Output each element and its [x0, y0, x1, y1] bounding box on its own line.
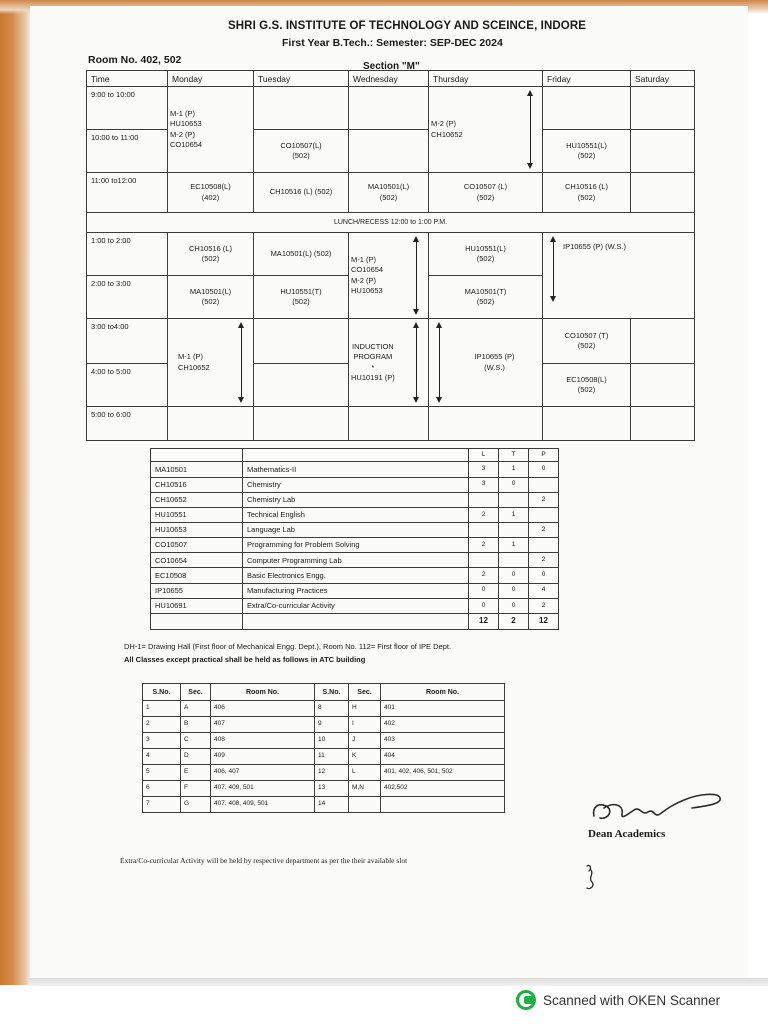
sno: 12	[315, 764, 349, 780]
sno: 5	[143, 764, 181, 780]
scanner-watermark	[516, 990, 720, 1010]
room-allocation-table	[142, 683, 504, 813]
course-name: Programming for Problem Solving	[243, 538, 469, 553]
lab-text: M-2 (P) CH10652	[431, 119, 463, 139]
course-l: 0	[469, 583, 499, 598]
sno: 11	[315, 749, 349, 765]
room-row	[143, 701, 505, 717]
empty-cell	[631, 319, 695, 364]
lunch-row	[87, 213, 695, 233]
course-name: Chemistry Lab	[243, 492, 469, 507]
course-t: 0	[499, 583, 529, 598]
lab-text: INDUCTION PROGRAM * HU10191 (P)	[351, 342, 395, 382]
timetable-header-row	[87, 71, 695, 87]
schedule-cell: EC10508(L) (502)	[543, 364, 631, 407]
blank-cell	[151, 449, 243, 462]
practical-header: P	[529, 449, 559, 462]
room: 404	[381, 749, 505, 765]
lab-text: IP10655 (P) (W.S.)	[563, 242, 626, 251]
blank-cell	[151, 613, 243, 629]
sec: K	[349, 749, 381, 765]
schedule-cell	[168, 319, 254, 407]
course-header-row	[151, 449, 559, 462]
sec-header: Sec.	[181, 684, 211, 701]
col-saturday: Saturday	[631, 71, 695, 87]
span-arrow-icon	[414, 322, 420, 403]
course-p: 2	[529, 492, 559, 507]
span-arrow-icon	[528, 90, 534, 169]
room-header-row	[143, 684, 505, 701]
empty-cell	[631, 173, 695, 213]
schedule-cell	[168, 87, 254, 173]
schedule-cell: CO10507(L) (502)	[254, 130, 349, 173]
sec: B	[181, 717, 211, 733]
course-name: Mathematics-II	[243, 462, 469, 477]
room: 402,502	[381, 780, 505, 796]
sno: 8	[315, 701, 349, 717]
room-row	[143, 717, 505, 733]
course-l: 2	[469, 507, 499, 522]
course-p: 2	[529, 522, 559, 537]
course-p: 0	[529, 568, 559, 583]
time-slot: 4:00 to 5:00	[87, 364, 168, 407]
sno: 1	[143, 701, 181, 717]
section-label: Section "M"	[363, 61, 420, 72]
empty-cell	[631, 364, 695, 407]
room-header: Room No.	[211, 684, 315, 701]
time-slot: 11:00 to12:00	[87, 173, 168, 213]
empty-cell	[543, 407, 631, 441]
sno-header: S.No.	[143, 684, 181, 701]
drawing-hall-note: DH-1= Drawing Hall (First floor of Mechanical Engg. Dept.), Room No. 112= First floor of IPE Dept.	[124, 642, 452, 651]
col-thursday: Thursday	[429, 71, 543, 87]
page-fold-shadow	[0, 0, 30, 985]
col-tuesday: Tuesday	[254, 71, 349, 87]
course-t	[499, 553, 529, 568]
course-row	[151, 583, 559, 598]
empty-cell	[168, 407, 254, 441]
course-code: IP10655	[151, 583, 243, 598]
schedule-cell: MA10501(L) (502)	[349, 173, 429, 213]
course-l: 0	[469, 598, 499, 613]
course-t: 1	[499, 507, 529, 522]
schedule-cell: CH10516 (L) (502)	[254, 173, 349, 213]
room	[381, 796, 505, 812]
dean-signature	[588, 786, 728, 830]
sec: F	[181, 780, 211, 796]
lecture-header: L	[469, 449, 499, 462]
oken-scanner-logo-icon	[516, 990, 536, 1010]
timetable-row	[87, 233, 695, 276]
room: 401	[381, 701, 505, 717]
schedule-cell: MA10501(L) (502)	[254, 233, 349, 276]
course-code: HU10653	[151, 522, 243, 537]
empty-cell	[254, 87, 349, 130]
course-t: 0	[499, 568, 529, 583]
room: 403	[381, 733, 505, 749]
schedule-cell	[543, 233, 695, 319]
room: 407, 409, 501	[211, 780, 315, 796]
lunch-label: LUNCH/RECESS 12:00 to 1:00 P.M.	[87, 213, 695, 233]
course-table	[150, 448, 558, 630]
institute-name: SHRI G.S. INSTITUTE OF TECHNOLOGY AND SCEINCE, INDORE	[228, 20, 586, 32]
course-code: HU10691	[151, 598, 243, 613]
empty-cell	[349, 130, 429, 173]
course-l	[469, 553, 499, 568]
sec: C	[181, 733, 211, 749]
sno: 14	[315, 796, 349, 812]
handwritten-initial	[582, 862, 600, 892]
schedule-cell: HU10551(T) (502)	[254, 276, 349, 319]
sec-header: Sec.	[349, 684, 381, 701]
lab-text: M-1 (P) HU10653 M-2 (P) CO10654	[170, 109, 203, 149]
lab-text: M-1 (P) CO10654 M-2 (P) HU10653	[351, 255, 384, 295]
course-name: Extra/Co-curricular Activity	[243, 598, 469, 613]
schedule-cell: HU10551(L) (502)	[543, 130, 631, 173]
course-row	[151, 492, 559, 507]
room: 406, 407	[211, 764, 315, 780]
empty-cell	[631, 407, 695, 441]
schedule-cell	[349, 233, 429, 319]
room-number: Room No. 402, 502	[88, 54, 182, 66]
course-name: Manufacturing Practices	[243, 583, 469, 598]
room-row	[143, 796, 505, 812]
sec: L	[349, 764, 381, 780]
course-t: 1	[499, 462, 529, 477]
lab-text: M-1 (P) CH10652	[178, 352, 210, 372]
course-code: CO10507	[151, 538, 243, 553]
col-wednesday: Wednesday	[349, 71, 429, 87]
sno-header: S.No.	[315, 684, 349, 701]
course-row	[151, 553, 559, 568]
schedule-cell: CO10507 (T) (502)	[543, 319, 631, 364]
room: 406	[211, 701, 315, 717]
schedule-cell: MA10501(L) (502)	[168, 276, 254, 319]
course-p	[529, 477, 559, 492]
course-name: Basic Electronics Engg.	[243, 568, 469, 583]
course-total-row	[151, 613, 559, 629]
sno: 10	[315, 733, 349, 749]
sno: 4	[143, 749, 181, 765]
room: 402	[381, 717, 505, 733]
schedule-cell: HU10551(L) (502)	[429, 233, 543, 276]
course-name: Computer Programming Lab	[243, 553, 469, 568]
course-l: 2	[469, 568, 499, 583]
course-row	[151, 538, 559, 553]
span-arrow-icon	[239, 322, 245, 403]
span-arrow-icon	[414, 236, 420, 315]
course-code: HU10551	[151, 507, 243, 522]
extra-activity-note: Extra/Co-curricular Activity will be held by respective department as per the their available slot	[120, 856, 408, 865]
blank-cell	[243, 449, 469, 462]
dean-title: Dean Academics	[588, 828, 666, 840]
empty-cell	[349, 87, 429, 130]
paper-bottom-edge	[28, 978, 768, 986]
room-row	[143, 733, 505, 749]
sec: H	[349, 701, 381, 717]
course-p	[529, 538, 559, 553]
room: 408	[211, 733, 315, 749]
course-name: Language Lab	[243, 522, 469, 537]
timetable-row	[87, 173, 695, 213]
total-p: 12	[529, 613, 559, 629]
schedule-cell	[429, 87, 543, 173]
room-row	[143, 764, 505, 780]
col-time: Time	[87, 71, 168, 87]
empty-cell	[631, 130, 695, 173]
course-t: 0	[499, 598, 529, 613]
total-l: 12	[469, 613, 499, 629]
schedule-cell: CH10516 (L) (502)	[543, 173, 631, 213]
course-code: CO10654	[151, 553, 243, 568]
time-slot: 2:00 to 3:00	[87, 276, 168, 319]
empty-cell	[349, 407, 429, 441]
sec: E	[181, 764, 211, 780]
blank-cell	[243, 613, 469, 629]
empty-cell	[631, 87, 695, 130]
course-name: Chemistry	[243, 477, 469, 492]
span-arrow-icon	[437, 322, 443, 403]
timetable	[86, 70, 694, 440]
course-code: CH10652	[151, 492, 243, 507]
course-row	[151, 568, 559, 583]
room: 407, 408, 409, 501	[211, 796, 315, 812]
time-slot: 1:00 to 2:00	[87, 233, 168, 276]
sno: 3	[143, 733, 181, 749]
course-code: EC10508	[151, 568, 243, 583]
timetable-row	[87, 87, 695, 130]
room-header: Room No.	[381, 684, 505, 701]
course-row	[151, 598, 559, 613]
course-p: 0	[529, 462, 559, 477]
room: 409	[211, 749, 315, 765]
sno: 2	[143, 717, 181, 733]
span-arrow-icon	[551, 236, 557, 302]
timetable-row	[87, 319, 695, 364]
course-p: 2	[529, 553, 559, 568]
course-t: 1	[499, 538, 529, 553]
timetable-row	[87, 407, 695, 441]
course-l: 3	[469, 462, 499, 477]
year-semester: First Year B.Tech.: Semester: SEP-DEC 2024	[282, 37, 503, 49]
course-row	[151, 522, 559, 537]
schedule-cell: CH10516 (L) (502)	[168, 233, 254, 276]
course-p: 2	[529, 598, 559, 613]
course-name: Technical English	[243, 507, 469, 522]
scanner-label: Scanned with OKEN Scanner	[543, 992, 721, 1008]
course-l: 2	[469, 538, 499, 553]
empty-cell	[254, 407, 349, 441]
sec: A	[181, 701, 211, 717]
lab-text: IP10655 (P) (W.S.)	[474, 352, 515, 372]
schedule-cell	[349, 319, 429, 407]
tutorial-header: T	[499, 449, 529, 462]
sec: J	[349, 733, 381, 749]
sno: 13	[315, 780, 349, 796]
col-monday: Monday	[168, 71, 254, 87]
time-slot: 3:00 to4:00	[87, 319, 168, 364]
course-p	[529, 507, 559, 522]
course-l	[469, 522, 499, 537]
schedule-cell: CO10507 (L) (502)	[429, 173, 543, 213]
sec	[349, 796, 381, 812]
time-slot: 10:00 to 11:00	[87, 130, 168, 173]
course-l: 3	[469, 477, 499, 492]
sec: I	[349, 717, 381, 733]
empty-cell	[254, 319, 349, 364]
col-friday: Friday	[543, 71, 631, 87]
course-row	[151, 462, 559, 477]
course-row	[151, 507, 559, 522]
empty-cell	[254, 364, 349, 407]
room: 407	[211, 717, 315, 733]
course-p: 4	[529, 583, 559, 598]
empty-cell	[429, 407, 543, 441]
sno: 6	[143, 780, 181, 796]
schedule-cell: MA10501(T) (502)	[429, 276, 543, 319]
course-l	[469, 492, 499, 507]
time-slot: 9:00 to 10:00	[87, 87, 168, 130]
empty-cell	[543, 87, 631, 130]
course-t	[499, 522, 529, 537]
course-t	[499, 492, 529, 507]
sec: M,N	[349, 780, 381, 796]
course-t: 0	[499, 477, 529, 492]
total-t: 2	[499, 613, 529, 629]
time-slot: 5:00 to 6:00	[87, 407, 168, 441]
room-row	[143, 780, 505, 796]
sec: D	[181, 749, 211, 765]
sec: G	[181, 796, 211, 812]
schedule-cell: EC10508(L) (402)	[168, 173, 254, 213]
room: 401, 402, 406, 501, 502	[381, 764, 505, 780]
course-code: CH10516	[151, 477, 243, 492]
course-code: MA10501	[151, 462, 243, 477]
sno: 7	[143, 796, 181, 812]
sno: 9	[315, 717, 349, 733]
atc-note: All Classes except practical shall be held as follows in ATC building	[124, 655, 366, 664]
course-row	[151, 477, 559, 492]
schedule-cell	[429, 319, 543, 407]
room-row	[143, 749, 505, 765]
